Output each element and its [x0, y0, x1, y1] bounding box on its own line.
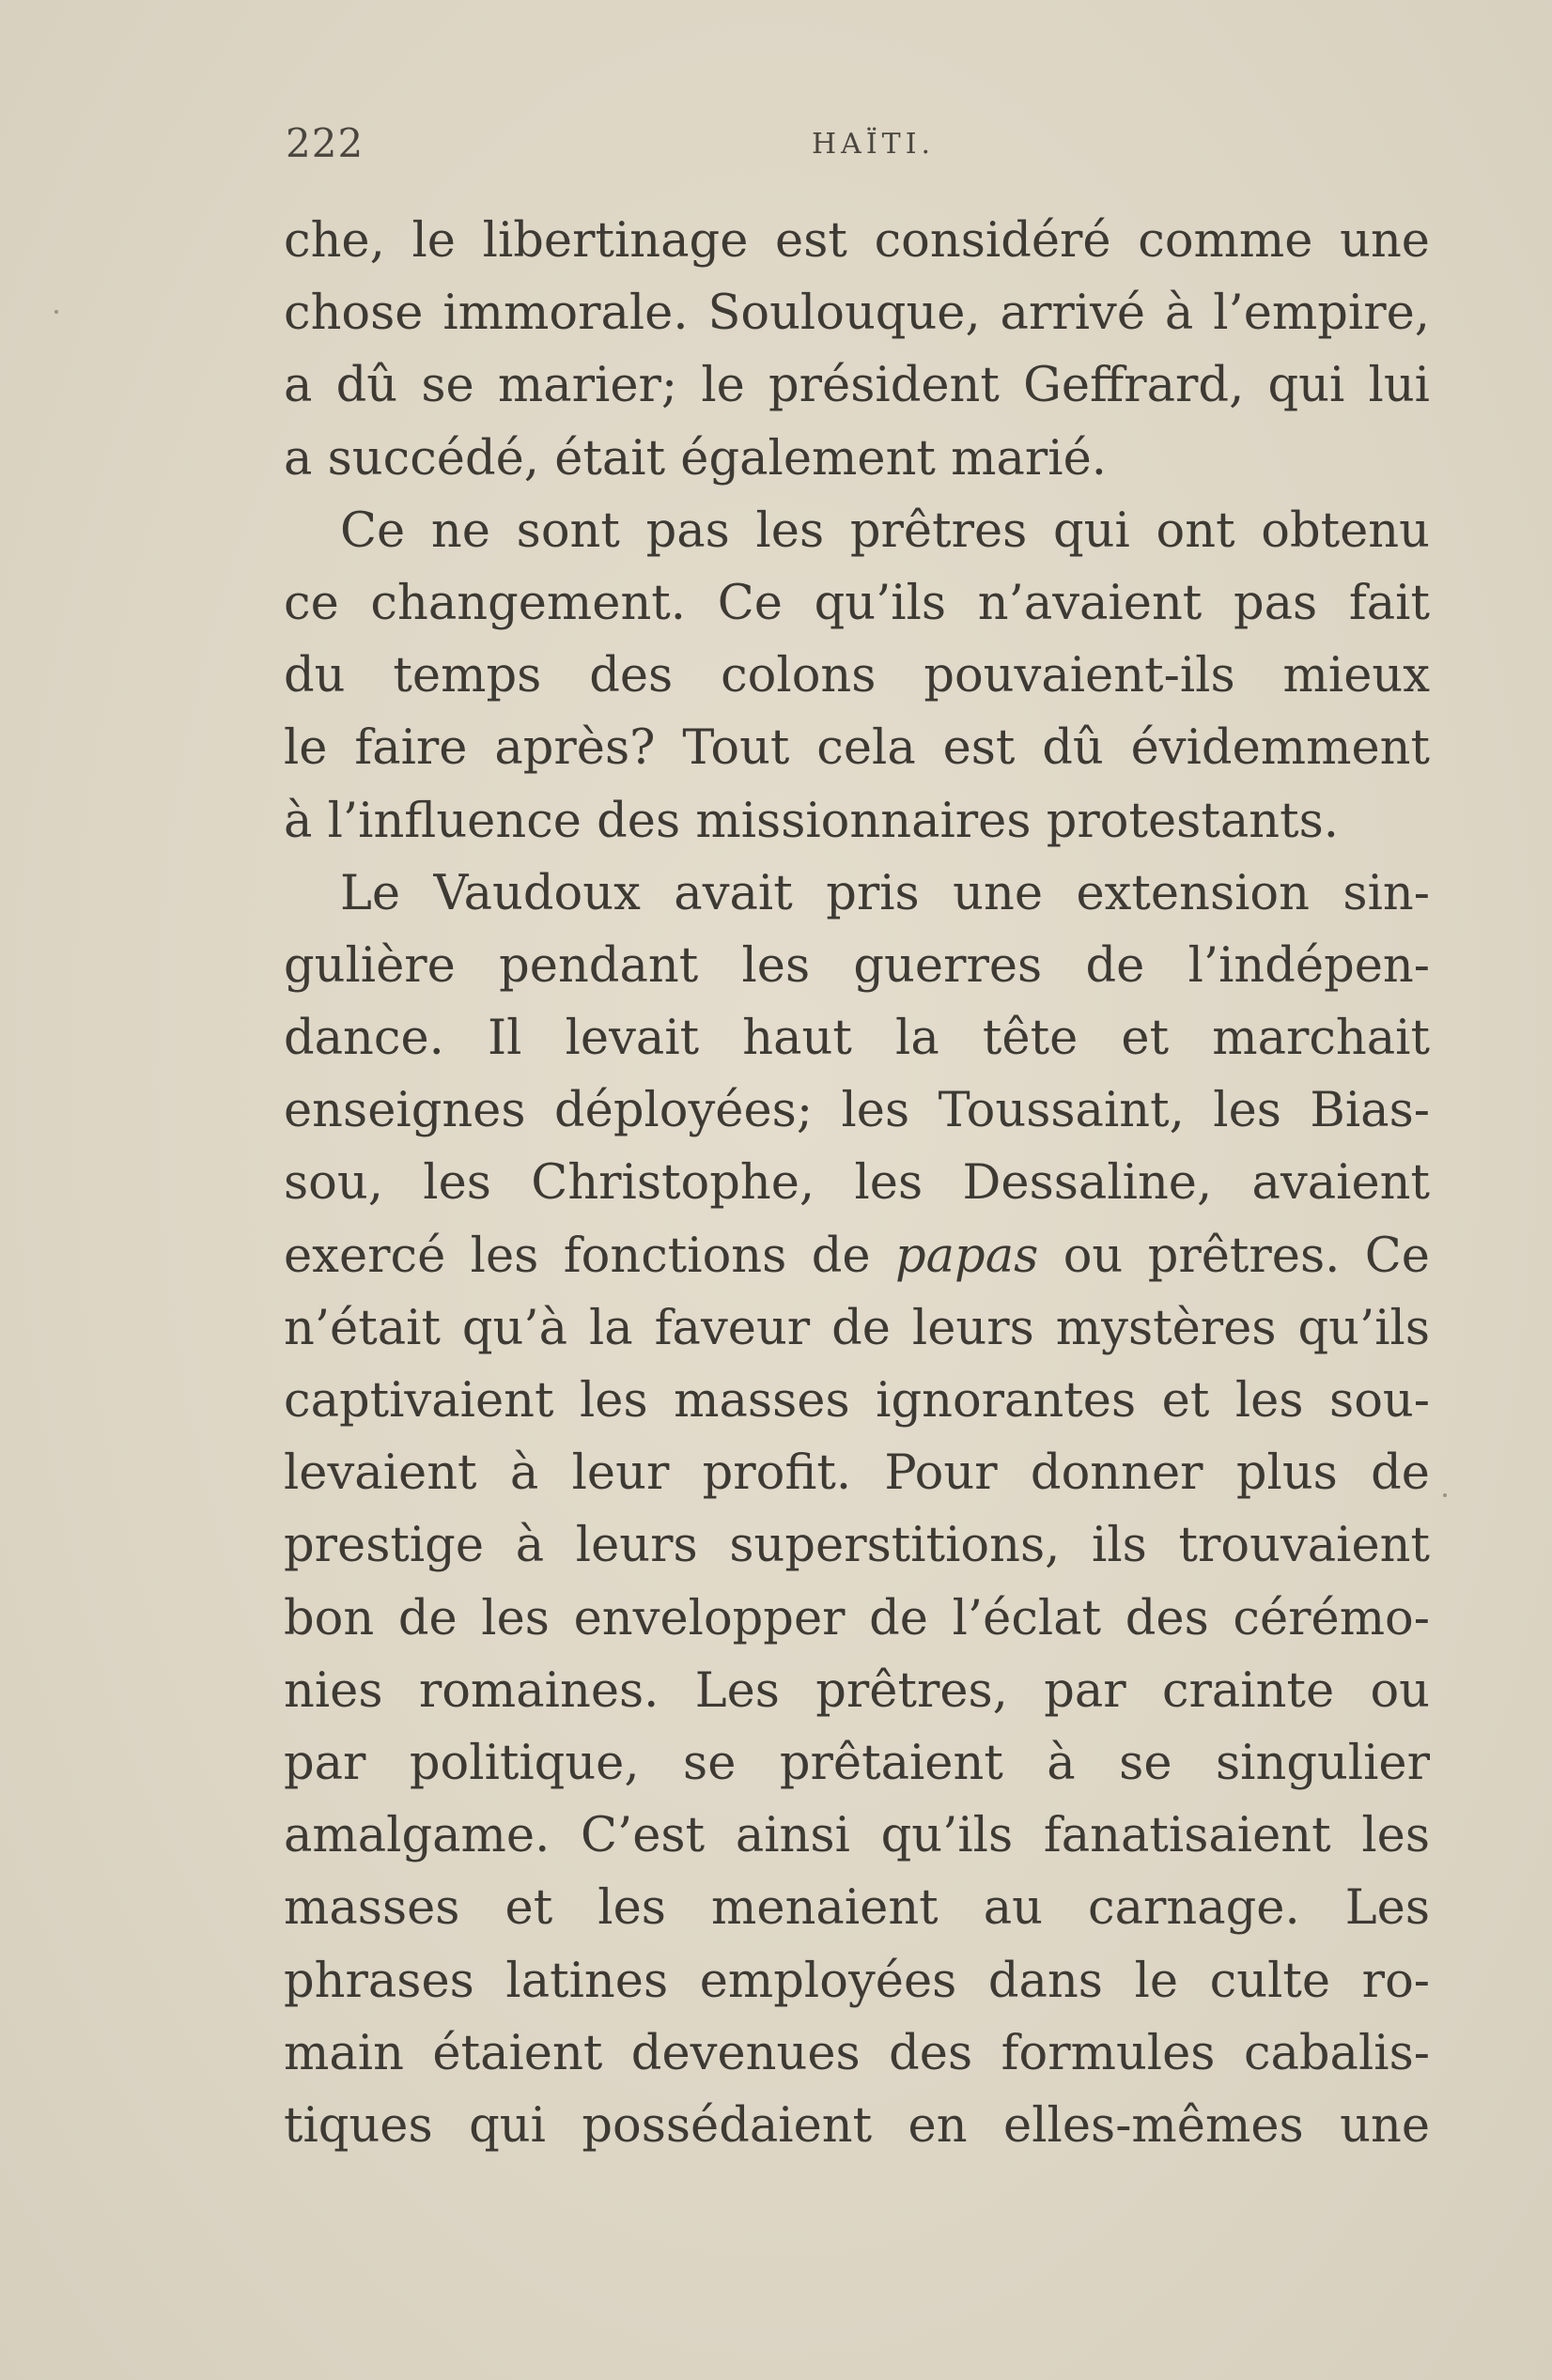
body-text	[284, 205, 1430, 2162]
paper-speck	[1443, 1493, 1447, 1497]
text-line: phrases latines employées dans le culte ro-	[284, 1953, 1430, 2009]
text-line: dance. Il levait haut la tête et marchait	[284, 1011, 1430, 1067]
text-line: main étaient devenues des formules cabalis-	[284, 2025, 1430, 2081]
text-line: che, le libertinage est considéré comme une	[284, 213, 1430, 269]
text-line: masses et les menaient au carnage. Les	[284, 1880, 1430, 1937]
page-number: 222	[286, 120, 365, 166]
italic-word: papas	[895, 1228, 1039, 1284]
text-line: bon de les envelopper de l’éclat des cérémo-	[284, 1590, 1430, 1646]
text-segment: exercé les fonctions de	[284, 1228, 871, 1284]
text-line: à l’influence des missionnaires protestants.	[284, 793, 1339, 849]
text-line: sou, les Christophe, les Dessaline, avaient	[284, 1155, 1430, 1212]
text-line: amalgame. C’est ainsi qu’ils fanatisaient les	[284, 1808, 1430, 1864]
text-line: a succédé, était également marié.	[284, 430, 1107, 487]
text-line: enseignes déployées; les Toussaint, les Bias-	[284, 1083, 1430, 1139]
running-title: HAÏTI.	[812, 128, 936, 161]
text-line: a dû se marier; le président Geffrard, qui lui	[284, 358, 1430, 414]
text-line: levaient à leur profit. Pour donner plus de	[284, 1445, 1430, 1502]
text-line: le faire après? Tout cela est dû évidemment	[284, 720, 1430, 777]
text-line: ce changement. Ce qu’ils n’avaient pas fait	[284, 575, 1430, 631]
text-line: tiques qui possédaient en elles-mêmes une	[284, 2097, 1430, 2154]
text-line: nies romaines. Les prêtres, par crainte ou	[284, 1662, 1430, 1719]
text-line: par politique, se prêtaient à se singulier	[284, 1735, 1430, 1791]
paper-speck	[54, 310, 58, 314]
text-line: prestige à leurs superstitions, ils trouvaient	[284, 1518, 1430, 1574]
text-line: du temps des colons pouvaient-ils mieux	[284, 648, 1430, 704]
text-line: n’était qu’à la faveur de leurs mystères qu’ils	[284, 1300, 1430, 1356]
text-line: gulière pendant les guerres de l’indépen-	[284, 937, 1430, 994]
text-line: chose immorale. Soulouque, arrivé à l’empire,	[284, 286, 1430, 342]
text-line: captivaient les masses ignorantes et les sou-	[284, 1373, 1430, 1429]
paragraph-start-line: Ce ne sont pas les prêtres qui ont obtenu	[340, 502, 1430, 559]
running-head	[286, 120, 1430, 177]
paragraph-start-line: Le Vaudoux avait pris une extension sin-	[340, 865, 1430, 921]
text-line-with-italic	[284, 1220, 1430, 1292]
text-segment: ou prêtres. Ce	[1063, 1228, 1430, 1284]
